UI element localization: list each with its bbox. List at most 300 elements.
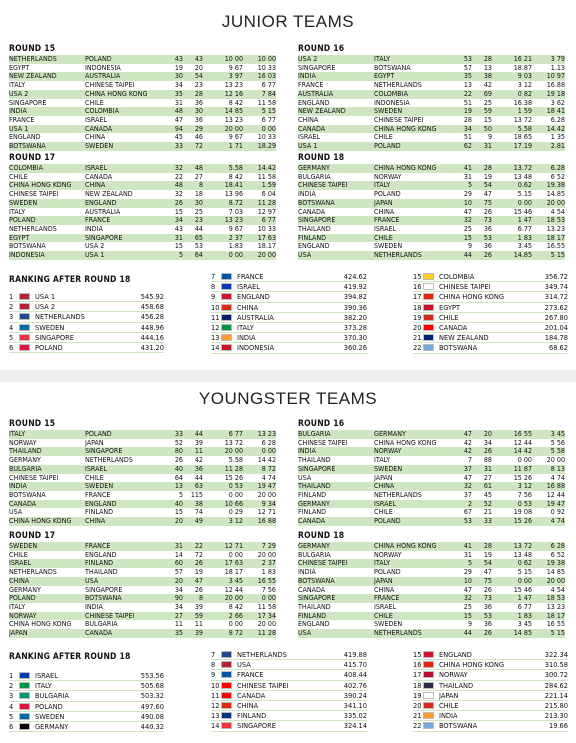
home-imps: 25 [463,602,472,611]
home-vps: 9 67 [228,224,243,233]
team-name: COLOMBIA [439,272,475,282]
home-imps: 35 [163,90,183,99]
away-vps: 16 55 [243,577,276,586]
away-vps: 6 28 [532,542,565,551]
results-table [9,542,276,638]
away-vps: 20 00 [243,251,276,260]
rank-position: 5 [9,332,14,342]
home-imps: 22 [174,172,183,181]
away-imps: 45 [483,490,492,499]
ranking-row [9,722,164,732]
home-team: ENGLAND [298,620,330,629]
away-team: ITALY [374,181,452,190]
away-vps: 3 45 [532,430,565,439]
flag-icon [19,672,30,679]
flag-icon [19,303,30,310]
rank-position: 17 [413,670,422,680]
match-row [298,173,565,182]
home-imps: 15 [174,508,183,517]
panel-separator [0,370,576,382]
home-vps: 1 83 [492,612,532,621]
rank-position: 3 [9,691,14,701]
team-name: CHINA [237,302,259,312]
away-vps: 13 23 [546,602,565,611]
home-vps: 9 67 [228,133,243,142]
flag-icon [423,314,434,321]
home-imps: 34 [174,602,183,611]
away-vps: 17 63 [243,234,276,243]
flag-icon [19,713,30,720]
away-imps: 59 [183,612,203,621]
home-team: BOTSWANA [9,142,85,151]
match-row [298,90,565,99]
away-vps: 13.23 [546,224,565,233]
junior-round-18 [298,153,565,260]
home-team: FINLAND [298,612,374,621]
home-team: BOTSWANA [298,199,374,208]
home-vps: 15 46 [513,585,532,594]
home-vps: 14 85 [203,107,243,116]
match-row [298,116,565,125]
away-team: ENGLAND [85,500,163,509]
flag-icon [221,283,232,290]
match-row [9,142,276,151]
junior-teams-title: JUNIOR TEAMS [221,12,355,31]
match-row [298,190,565,199]
away-vps: 18 41 [532,107,565,116]
team-name: AUSTRALIA [237,312,274,322]
away-imps: 27 [483,473,492,482]
away-vps: 10 33 [257,63,276,72]
home-team: INDIA [298,447,374,456]
home-imps: 33 [163,142,183,151]
away-team: USA [85,577,163,586]
away-imps: 28 [183,90,203,99]
away-imps: 19 [483,172,492,181]
home-vps: 1 83 [492,234,532,243]
home-vps: 13 72 [513,115,532,124]
team-points: 431.20 [140,343,164,353]
home-team: USA 2 [9,90,85,99]
results-table [298,542,565,638]
home-team: BULGARIA [298,430,374,439]
youngster-round-16 [298,419,565,526]
team-name: ISRAEL [237,282,260,292]
away-vps: 5 15 [243,107,276,116]
results-table [298,430,565,526]
team-name: EGYPT [439,302,461,312]
ranking-row [9,312,164,322]
away-team: NETHERLANDS [374,251,452,260]
match-row [9,500,276,509]
away-team: ITALY [374,456,391,465]
home-team: CHINESE TAIPEI [9,190,59,199]
away-vps: 6 77 [261,115,276,124]
away-team: BOTSWANA [85,594,163,603]
home-team: CANADA [9,500,85,509]
home-vps: 0 00 [228,620,243,629]
round-title: ROUND 17 [9,531,56,541]
flag-icon [221,682,232,689]
home-team: NETHERLANDS [9,55,85,64]
match-row [9,620,276,629]
away-imps: 26 [472,447,492,456]
away-team: CHILE [374,234,452,243]
away-vps: 4 74 [532,517,565,526]
home-team: POLAND [9,594,85,603]
match-row [298,99,565,108]
team-points: 394.82 [343,292,367,302]
home-team: ENGLAND [298,98,330,107]
home-imps: 42 [452,447,472,456]
away-imps: 75 [472,199,492,208]
away-imps: 25 [483,98,492,107]
away-imps: 38 [183,500,203,509]
rank-position: 19 [413,690,422,700]
home-vps: 5.58 [203,164,243,173]
match-row [9,90,276,99]
home-team: JAPAN [9,629,85,638]
match-row [298,508,565,517]
home-vps: 15 46 [513,207,532,216]
home-imps: 15 [452,612,472,621]
away-imps: 23 [194,81,203,90]
home-vps: 13 23 [224,81,243,90]
team-points: 553.56 [140,671,164,681]
away-team: USA 1 [85,251,163,260]
home-vps: 12 71 [203,542,243,551]
team-name: NETHERLANDS [35,312,85,322]
home-imps: 32 [452,216,472,225]
home-vps: 0 00 [492,577,532,586]
away-team: NETHERLANDS [85,456,133,465]
team-name: CHINA HONG KONG [439,660,505,670]
away-team: FRANCE [374,216,452,225]
team-name: ITALY [237,323,254,333]
flag-icon [423,702,434,709]
away-team: SINGAPORE [85,447,163,456]
away-imps: 18 [194,190,203,199]
rank-position: 10 [211,302,220,312]
match-row [9,190,276,199]
away-vps: 18 17 [532,234,565,243]
away-vps: 20 00 [257,490,276,499]
match-row [9,164,276,173]
ranking-row [211,701,367,711]
home-imps: 42 [463,438,472,447]
team-name: FRANCE [237,670,264,680]
match-row [9,173,276,182]
home-imps: 25 [463,224,472,233]
away-vps: 10 33 [257,133,276,142]
results-table [9,164,276,260]
away-vps: 14.42 [532,125,565,134]
away-vps: 16 88 [243,517,276,526]
away-team: SINGAPORE [85,234,163,243]
away-imps: 31 [472,142,492,151]
team-points: 314.72 [544,292,568,302]
home-team: USA [298,473,312,482]
team-points: 341.10 [343,701,367,711]
ranking-row [9,292,164,302]
home-vps: 0 53 [203,482,243,491]
match-row [9,586,276,595]
match-row [298,142,565,151]
home-team: BOTSWANA [9,242,46,251]
rank-position: 14 [211,343,220,353]
away-imps: 49 [183,517,203,526]
home-team: USA [9,508,23,517]
flag-icon [221,344,232,351]
away-team: NORWAY [374,172,402,181]
away-imps: 36 [194,115,203,124]
away-team: AUSTRALIA [85,72,163,81]
away-vps: 5 56 [550,438,565,447]
match-row [298,55,565,64]
away-imps: 23 [183,216,203,225]
ranking-row [9,681,164,691]
rank-position: 2 [9,302,14,312]
away-team: SINGAPORE [85,585,123,594]
home-vps: 0 00 [203,251,243,260]
away-team: ISRAEL [85,115,108,124]
match-row [9,430,276,439]
away-vps: 16.55 [546,242,565,251]
team-name: NORWAY [439,670,468,680]
match-row [298,491,565,500]
away-vps: 18 53 [532,216,565,225]
team-name: JAPAN [439,690,459,700]
home-imps: 51 [463,98,472,107]
home-imps: 5 [178,490,183,499]
away-team: POLAND [374,190,401,199]
home-team: USA 1 [9,125,85,134]
match-row [298,64,565,73]
away-team: CANADA [85,629,163,638]
home-team: CHINA HONG KONG [9,181,85,190]
away-team: NETHERLANDS [374,81,422,90]
away-imps: 54 [472,181,492,190]
ranking-row [211,343,367,353]
ranking-row [9,702,164,712]
youngster-round-18 [298,531,565,638]
match-row [298,251,565,260]
team-points: 390.24 [343,690,367,700]
home-team: CHINA HONG KONG [9,517,85,526]
away-team: JAPAN [374,473,393,482]
youngster-teams-panel [0,382,576,743]
rank-position: 2 [9,681,14,691]
home-vps: 13 72 [224,438,243,447]
flag-icon [221,304,232,311]
away-imps: 54 [183,72,203,81]
away-team: CANADA [85,125,163,134]
match-row [9,482,276,491]
away-vps: 1.13 [550,63,565,72]
home-imps: 40 [163,500,183,509]
home-team: INDIA [298,568,316,577]
away-imps: 26 [472,629,492,638]
match-row [298,603,565,612]
team-points: 19.66 [548,721,568,731]
junior-ranking-col-1 [9,292,164,353]
home-vps: 10 66 [203,500,243,509]
team-name: ITALY [35,681,52,691]
home-imps: 9 [467,620,472,629]
away-imps: 47 [483,568,492,577]
rank-position: 20 [413,701,422,711]
team-name: SWEDEN [35,711,65,721]
flag-icon [423,283,434,290]
team-name: GERMANY [35,722,69,732]
flag-icon [423,692,434,699]
flag-icon [19,334,30,341]
home-imps: 13 [463,81,472,90]
home-imps: 32 [163,164,183,173]
away-team: CHINA [85,517,163,526]
away-team: NETHERLANDS [374,490,422,499]
ranking-row [211,292,367,302]
home-team: CHINESE TAIPEI [298,181,374,190]
away-imps: 74 [194,508,203,517]
away-team: POLAND [85,55,163,64]
home-vps: 7 03 [228,207,243,216]
home-vps: 17 63 [203,559,243,568]
team-name: BOTSWANA [439,721,478,731]
away-vps: 16 55 [546,620,565,629]
youngster-ranking-col-1 [9,671,164,732]
away-team: BOTSWANA [374,63,411,72]
away-imps: 39 [183,629,203,638]
flag-icon [221,334,232,341]
match-row [298,181,565,190]
home-imps: 94 [163,125,183,134]
flag-icon [221,692,232,699]
rank-position: 11 [211,690,220,700]
team-points: 356.72 [544,272,568,282]
flag-icon [423,651,434,658]
ranking-row [211,323,367,333]
team-points: 349.74 [544,282,568,292]
away-team: CHINA HONG KONG [374,542,452,551]
junior-ranking-title: RANKING AFTER ROUND 18 [9,275,131,285]
rank-position: 11 [211,312,220,322]
away-team: ENGLAND [85,199,163,208]
match-row [9,577,276,586]
home-imps: 90 [163,594,183,603]
home-vps: 14 42 [492,447,532,456]
rank-position: 18 [413,302,422,312]
youngster-ranking-title: RANKING AFTER ROUND 18 [9,652,131,662]
away-vps: 18 17 [532,612,565,621]
away-team: CHINA [85,181,163,190]
away-imps: 25 [194,207,203,216]
home-imps: 5 [452,181,472,190]
match-row [298,577,565,586]
home-team: ITALY [9,602,26,611]
home-vps: 12 44 [224,585,243,594]
away-vps: 8 72 [243,465,276,474]
away-imps: 30 [183,199,203,208]
away-team: CANADA [85,172,113,181]
away-team: POLAND [85,430,163,439]
away-vps: 19.38 [532,181,565,190]
match-row [9,559,276,568]
match-row [298,216,565,225]
rank-position: 7 [211,650,216,660]
away-team: CHINA [85,133,106,142]
home-team: USA [298,251,374,260]
away-team: COLOMBIA [85,107,163,116]
home-vps: 0 29 [228,508,243,517]
ranking-row [413,681,568,691]
junior-round-17 [9,153,276,260]
ranking-row [9,323,164,333]
rank-position: 14 [211,721,220,731]
away-vps: 9 34 [243,500,276,509]
away-vps: 19 47 [532,500,565,509]
home-vps: 19 08 [513,508,532,517]
home-imps: 47 [463,585,472,594]
team-points: 322.34 [544,650,568,660]
home-vps: 20 00 [203,447,243,456]
team-points: 415.70 [343,660,367,670]
ranking-row [211,282,367,292]
match-row [9,116,276,125]
team-points: 497.60 [140,701,164,711]
home-team: THAILAND [298,602,331,611]
home-team: SINGAPORE [298,63,336,72]
away-imps: 36 [183,465,203,474]
match-row [9,234,276,243]
home-vps: 0 00 [228,550,243,559]
team-points: 300.72 [544,670,568,680]
home-team: FRANCE [298,81,324,90]
match-row [9,447,276,456]
home-imps: 43 [163,55,183,64]
match-row [298,81,565,90]
flag-icon [221,712,232,719]
home-team: SWEDEN [9,542,85,551]
youngster-ranking-col-3 [413,650,568,732]
team-name: CHILE [439,701,459,711]
home-team: SINGAPORE [298,465,374,474]
home-team: ENGLAND [9,133,41,142]
away-vps: 4 74 [261,473,276,482]
match-row [9,517,276,526]
away-team: INDONESIA [374,98,410,107]
home-vps: 16 21 [492,55,532,64]
home-vps: 3 45 [517,620,532,629]
rank-position: 4 [9,322,14,332]
away-imps: 26 [183,559,203,568]
match-row [9,474,276,483]
flag-icon [19,344,30,351]
rank-position: 8 [211,282,216,292]
away-vps: 18 53 [532,594,565,603]
team-points: 444.16 [140,332,164,342]
match-row [298,225,565,234]
away-team: POLAND [374,568,401,577]
home-team: CANADA [298,517,374,526]
home-imps: 31 [163,542,183,551]
team-points: 456.28 [140,312,164,322]
youngster-round-15 [9,419,276,526]
away-team: POLAND [374,142,452,151]
team-name: INDONESIA [237,343,275,353]
ranking-row [413,282,568,292]
match-row [9,181,276,190]
